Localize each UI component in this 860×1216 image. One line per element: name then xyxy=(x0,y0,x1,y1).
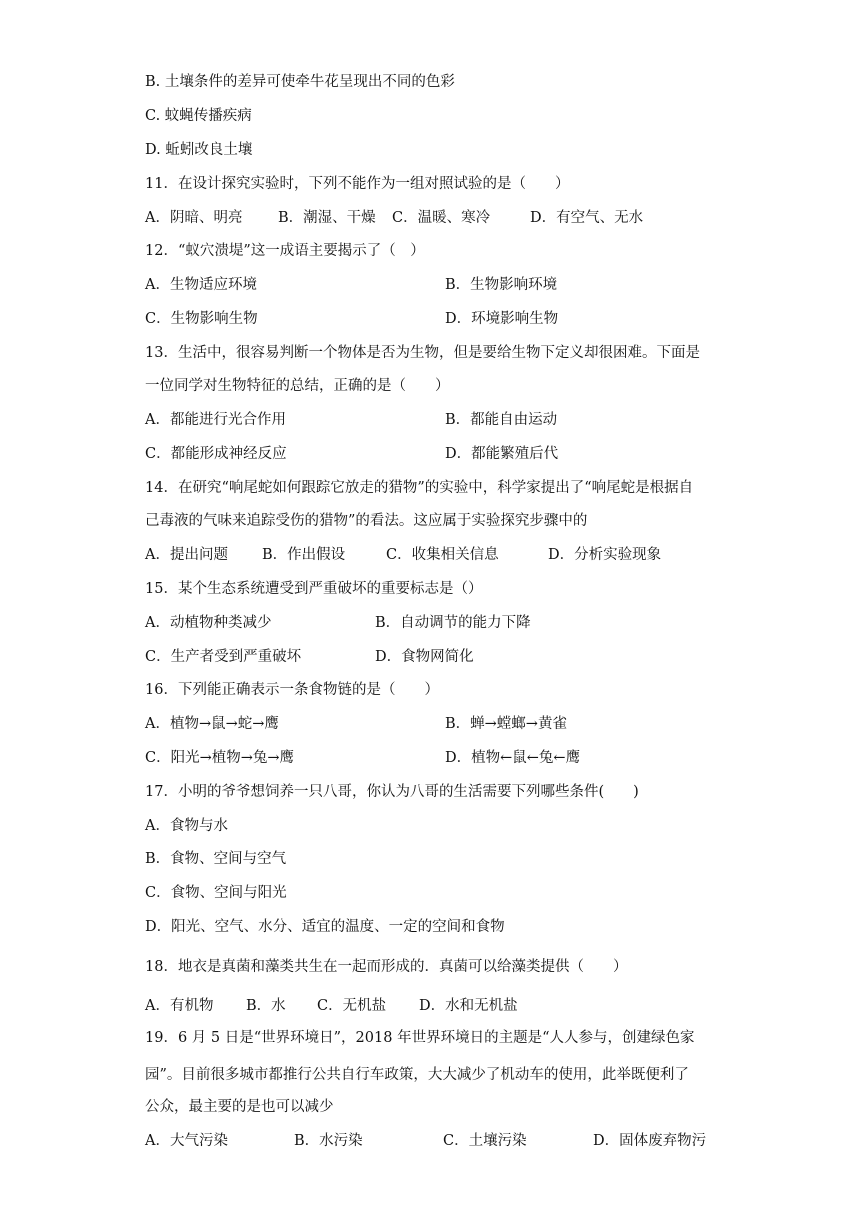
question-11-option-c: C．温暖、寒冷 xyxy=(392,210,491,226)
question-17-option-c: C．食物、空间与阳光 xyxy=(145,885,287,901)
question-19-stem-line-1: 19．6 月 5 日是“世界环境日”，2018 年世界环境日的主题是“人人参与，创建绿色家 xyxy=(145,1030,695,1046)
question-13-option-b: B．都能自由运动 xyxy=(445,412,558,428)
question-14-option-b: B．作出假设 xyxy=(262,547,346,563)
question-19-option-d: D．固体废弃物污 xyxy=(593,1133,707,1149)
question-18-option-d: D．水和无机盐 xyxy=(419,998,518,1014)
question-13-option-d: D．都能繁殖后代 xyxy=(445,446,559,462)
question-17-option-d: D．阳光、空气、水分、适宜的温度、一定的空间和食物 xyxy=(145,919,505,935)
question-18-option-b: B．水 xyxy=(246,998,286,1014)
question-13-option-a: A．都能进行光合作用 xyxy=(145,412,286,428)
question-16-option-c: C．阳光→植物→兔→鹰 xyxy=(145,750,295,766)
question-10-option-d: D. 蚯蚓改良土壤 xyxy=(145,142,253,158)
question-15-option-a: A．动植物种类减少 xyxy=(145,615,272,631)
question-19-option-a: A．大气污染 xyxy=(145,1133,228,1149)
question-12-option-b: B．生物影响环境 xyxy=(445,277,558,293)
question-10-option-b: B. 土壤条件的差异可使牵牛花呈现出不同的色彩 xyxy=(145,74,455,90)
question-13-stem-line-1: 13．生活中，很容易判断一个物体是否为生物，但是要给生物下定义却很困难。下面是 xyxy=(145,345,700,361)
question-12-option-d: D．环境影响生物 xyxy=(445,311,559,327)
question-18-option-c: C．无机盐 xyxy=(317,998,387,1014)
question-16-option-d: D．植物←鼠←兔←鹰 xyxy=(445,750,581,766)
question-16-option-a: A．植物→鼠→蛇→鹰 xyxy=(145,716,279,732)
question-14-option-a: A．提出问题 xyxy=(145,547,228,563)
question-11-stem: 11．在设计探究实验时，下列不能作为一组对照试验的是（ ） xyxy=(145,176,570,192)
question-11-option-b: B．潮湿、干燥 xyxy=(278,210,376,226)
question-13-stem-line-2: 一位同学对生物特征的总结，正确的是（ ） xyxy=(145,378,450,394)
question-16-stem: 16．下列能正确表示一条食物链的是（ ） xyxy=(145,682,439,698)
question-10-option-c: C. 蚊蝇传播疾病 xyxy=(145,108,252,124)
question-18-stem: 18．地衣是真菌和藻类共生在一起而形成的．真菌可以给藻类提供（ ） xyxy=(145,959,628,975)
question-16-option-b: B．蝉→螳螂→黄雀 xyxy=(445,716,567,732)
question-19-option-c: C．土壤污染 xyxy=(443,1133,527,1149)
question-18-option-a: A．有机物 xyxy=(145,998,214,1014)
question-15-option-d: D．食物网简化 xyxy=(375,649,474,665)
question-17-option-b: B．食物、空间与空气 xyxy=(145,851,287,867)
question-14-stem-line-1: 14．在研究“响尾蛇如何跟踪它放走的猎物”的实验中，科学家提出了“响尾蛇是根据自 xyxy=(145,480,694,496)
question-14-option-d: D．分析实验现象 xyxy=(548,547,662,563)
question-12-option-c: C．生物影响生物 xyxy=(145,311,258,327)
question-12-option-a: A．生物适应环境 xyxy=(145,277,257,293)
question-11-option-d: D．有空气、无水 xyxy=(530,210,644,226)
question-11-option-a: A．阴暗、明亮 xyxy=(145,210,243,226)
question-13-option-c: C．都能形成神经反应 xyxy=(145,446,287,462)
question-19-stem-line-2: 园”。目前很多城市都推行公共自行车政策，大大减少了机动车的使用，此举既便利了 xyxy=(145,1067,689,1083)
question-15-stem: 15．某个生态系统遭受到严重破坏的重要标志是（） xyxy=(145,581,483,597)
question-17-option-a: A．食物与水 xyxy=(145,818,228,834)
question-14-stem-line-2: 己毒液的气味来追踪受伤的猎物”的看法。这应属于实验探究步骤中的 xyxy=(145,513,588,529)
question-15-option-c: C．生产者受到严重破坏 xyxy=(145,649,302,665)
question-19-stem-line-3: 公众，最主要的是也可以减少 xyxy=(145,1099,334,1115)
question-14-option-c: C．收集相关信息 xyxy=(386,547,499,563)
question-12-stem: 12．“蚁穴溃堤”这一成语主要揭示了（ ） xyxy=(145,243,425,259)
question-17-stem: 17．小明的爷爷想饲养一只八哥，你认为八哥的生活需要下列哪些条件( ) xyxy=(145,784,639,800)
question-19-option-b: B．水污染 xyxy=(294,1133,363,1149)
question-15-option-b: B．自动调节的能力下降 xyxy=(375,615,531,631)
